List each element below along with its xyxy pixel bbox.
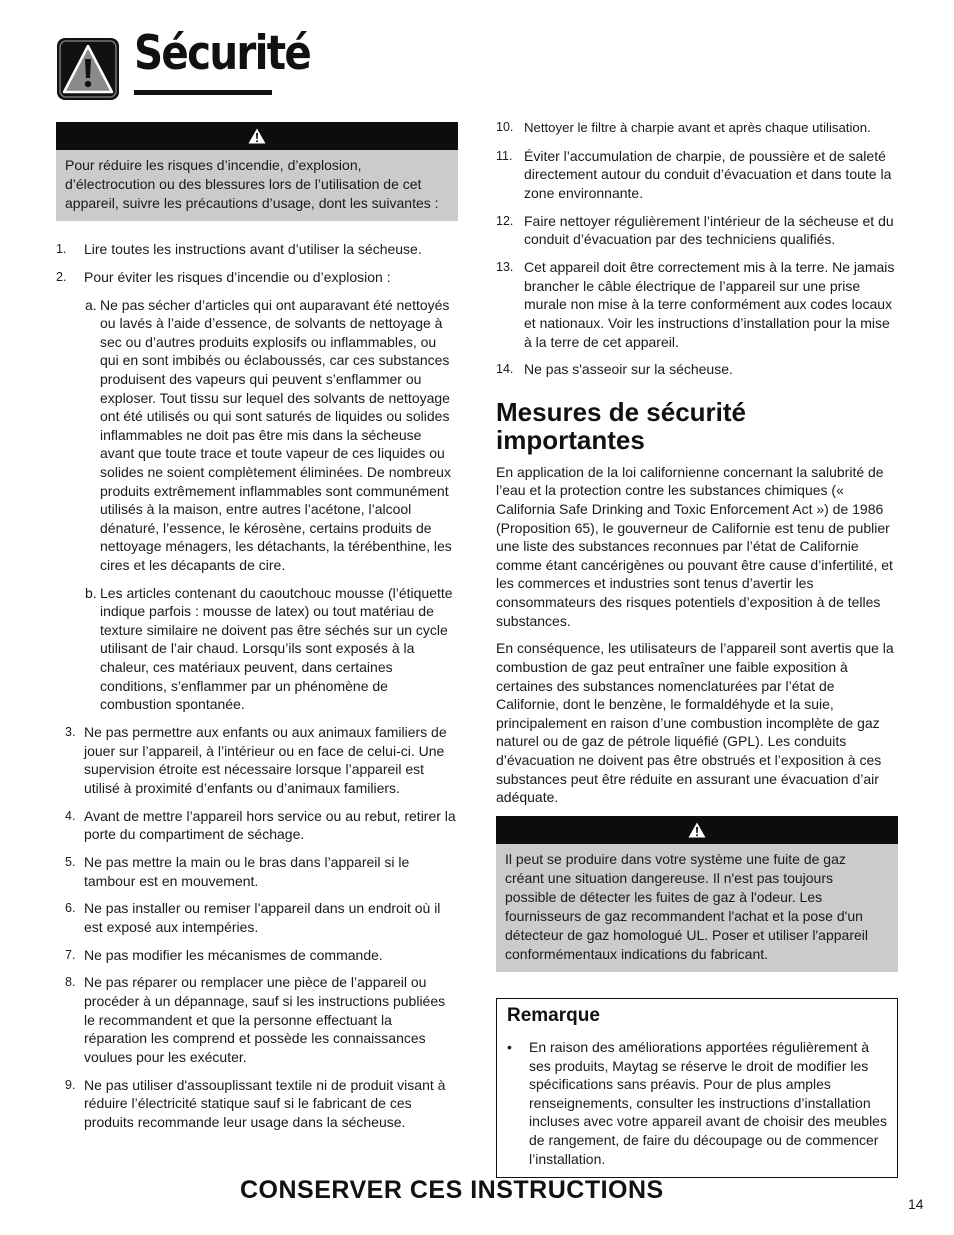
page-title: Sécurité	[134, 26, 311, 81]
item-number: 4.	[65, 808, 76, 823]
sub-item-label: b.	[85, 584, 97, 601]
item-text: Ne pas permettre aux enfants ou aux animaux familiers de jouer sur l’appareil, à l’intérieur ou en face de celui-ci. Une supervision étroite est nécessaire lorsque l’appareil est utilisé à proximité d’enfants ou d’animaux familiers.	[84, 724, 447, 796]
item-text: Faire nettoyer régulièrement l’intérieur de la sécheuse et du conduit d’évacuation par des techniciens qualifiés.	[524, 212, 894, 248]
paragraph: En conséquence, les utilisateurs de l’appareil sont avertis que la combustion de gaz peut entraîner une faible exposition à certaines des substances nomenclaturées par l’état de Californie, dont le benzène, le formaldéhyde et la suie, principalement en raison d’une combustion incomplète de gaz naturel ou de gaz de pétrole liquéfié (GPL). Les conduits d’évacuation ne doivent pas être obstrués et l’exposition à ces substances peut être réduite en assurant une évacuation d’air adéquate.	[496, 640, 894, 806]
list-item	[56, 807, 458, 844]
sub-item	[56, 584, 458, 714]
right-column	[496, 118, 898, 1178]
note-title: Remarque	[507, 1004, 600, 1026]
warning-triangle-icon	[688, 822, 706, 838]
item-number: 12.	[496, 213, 514, 228]
item-text: Ne pas s'asseoir sur la sécheuse.	[524, 361, 733, 378]
list-item	[56, 973, 458, 1066]
item-number: 14.	[496, 362, 514, 377]
item-text: Ne pas modifier les mécanismes de commande.	[84, 946, 383, 963]
item-text: Pour éviter les risques d’incendie ou d’explosion :	[84, 268, 391, 285]
item-text: Ne pas installer ou remiser l’appareil dans un endroit où il est exposé aux intempéries.	[84, 900, 441, 935]
list-item	[56, 1076, 458, 1132]
gas-warning-box	[496, 816, 898, 972]
item-number: 6.	[65, 901, 76, 916]
list-item	[496, 118, 898, 138]
warning-icon	[56, 37, 120, 101]
list-item	[56, 899, 458, 936]
item-text: Nettoyer le filtre à charpie avant et après chaque utilisation.	[524, 120, 871, 135]
item-number: 3.	[65, 725, 76, 739]
paragraph: En application de la loi californienne concernant la salubrité de l’eau et la protection contre les substances chimiques (« California Safe Drinking and Toxic Enforcement Act ») de 1986 (Proposition 65), le gouverneur de Californie est tenu de publier une liste des substances reconnues par l’état de Californie comme étant cancérigènes ou pouvant être cause d’infertilité, et les commerces et industries sont tenus d’avertir les consommateurs des risques potentiels d’exposition à de telles substances.	[496, 463, 893, 629]
title-underline	[134, 90, 272, 95]
item-number: 13.	[496, 260, 514, 275]
item-number: 1.	[56, 242, 67, 256]
warning-triangle-icon	[248, 128, 266, 144]
sub-item	[56, 296, 458, 575]
warning-bar	[496, 816, 898, 844]
warning-box	[56, 122, 458, 221]
list-item	[496, 212, 898, 249]
list-item	[496, 147, 898, 203]
item-number: 2.	[56, 269, 67, 284]
note-box	[496, 998, 898, 1178]
left-column	[56, 122, 458, 1141]
item-text: Ne pas réparer ou remplacer une pièce de l’appareil ou procéder à un dépannage, sauf si les instructions publiées le recommandent et que la personne effectuant la réparation les comprend et possède les connaissances voulues pour les exécuter.	[84, 974, 446, 1065]
footer-title: CONSERVER CES INSTRUCTIONS	[240, 1176, 664, 1204]
item-number: 10.	[496, 120, 514, 134]
item-text: Lire toutes les instructions avant d’utiliser la sécheuse.	[84, 241, 422, 257]
item-number: 8.	[65, 975, 76, 990]
item-text: Avant de mettre l’appareil hors service ou au rebut, retirer la porte du compartiment de séchage.	[84, 807, 456, 843]
item-text: Cet appareil doit être correctement mis à la terre. Ne jamais brancher le câble électrique de l’appareil sur une prise murale non mise à la terre conformément aux codes locaux et nationaux. Voir les instructions d’installation pour la mise à la terre de cet appareil.	[524, 259, 895, 350]
note-text: En raison des améliorations apportées régulièrement à ses produits, Maytag se réserve le droit de modifier les spécifications sans préavis. Pour de plus amples renseignements, consulter les instructions d’installation incluses avec votre appareil avant de choisir des meubles de rangement, de faire du découpage ou de commencer l’installation.	[529, 1038, 887, 1167]
item-text: Éviter l’accumulation de charpie, de poussière et de saleté directement autour du conduit d’évacuation et dans toute la zone environnante.	[524, 147, 892, 201]
list-item	[56, 268, 458, 287]
warning-text: Il peut se produire dans votre système une fuite de gaz créant une situation dangereuse. Il n'est pas toujours possible de détecter les fuites de gaz à l'odeur. Les fournisseurs de gaz recommandent l'achat et la pose d'un détecteur de gaz homologué UL. Poser et utiliser l'appareil conformémentaux indications du fabricant.	[505, 850, 868, 962]
bullet-dot: •	[507, 1038, 512, 1055]
sub-item-text: Les articles contenant du caoutchouc mousse (l’étiquette indique parfois : mousse de latex) ou tout matériau de texture similaire ne doivent pas être séchés sur un cycle utilisant de l’air chaud. Lorsqu’ils sont exposés à la chaleur, ces matériaux peuvent, dans certaines conditions, s’enflammer par un phénomène de combustion spontanée.	[100, 584, 453, 713]
item-number: 9.	[65, 1077, 76, 1092]
item-number: 5.	[65, 854, 76, 869]
list-item	[56, 240, 458, 259]
list-item	[496, 258, 898, 351]
item-text: Ne pas mettre la main ou le bras dans l’appareil si le tambour est en mouvement.	[84, 853, 410, 889]
warning-text: Pour réduire les risques d’incendie, d’explosion, d’électrocution ou des blessures lors de l’utilisation de cet appareil, suivre les précautions d’usage, dont les suivantes :	[65, 157, 439, 211]
list-item	[496, 360, 898, 379]
section-heading: Mesures de sécurité importantes	[496, 396, 747, 455]
sub-item-label: a.	[85, 296, 97, 313]
list-item	[56, 946, 458, 965]
note-bullet	[507, 1038, 887, 1168]
warning-bar	[56, 122, 458, 150]
item-number: 7.	[65, 947, 76, 962]
item-number: 11.	[496, 148, 513, 163]
sub-item-text: Ne pas sécher d’articles qui ont auparavant été nettoyés ou lavés à l’aide d’essence, de solvants de nettoyage à sec ou d’autres produits explosifs ou inflammables, ou qui en sont imbibés ou éclaboussés, car ces substances produisent des vapeurs qui peuvent s’enflammer ou exploser. Tout tissu sur lequel des solvants de nettoyage ont été utilisés ou qui sont saturés de liquides ou solides inflammables ne doit pas être mis dans la sécheuse avant que toute trace et toute vapeur de ces liquides ou solides ne soient complètement éliminées. De nombreux produits extrêmement inflammables sont communément utilisés à la maison, entre autres l’acétone, l’alcool dénaturé, l’essence, le kérosène, certains produits de nettoyage ménagers, les détachants, la térébenthine, les cires et les décapants de cire.	[100, 296, 452, 573]
page-number: 14	[908, 1196, 924, 1212]
list-item	[56, 853, 458, 890]
list-item	[56, 723, 458, 797]
item-text: Ne pas utiliser d'assouplissant textile ni de produit visant à réduire l’électricité statique sauf si le fabricant de ces produits recommande leur usage dans la sécheuse.	[84, 1076, 446, 1130]
